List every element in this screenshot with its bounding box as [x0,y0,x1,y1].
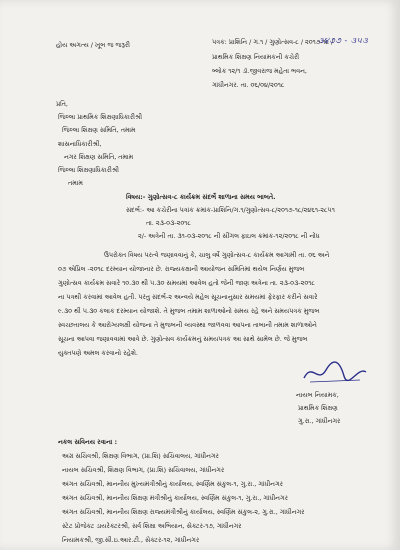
copy-recipient-7: નિયામકશ્રી, જી.સી.ઇ.આર.ટી., સેક્ટર-૧૨, ગાંધીનગર [62,536,200,544]
reference-date: તા. ૨૩-૦૩-૨૦૧૮ [146,219,191,227]
body-line-3: ગુણોત્સવ કાર્યક્રમ સવારે ૧૦.૩૦ થી ૫.૩૦ સમયમાં આવેલ હતો જેની જાણ અત્રેના તા. ૨૩-૦૩-૨૦૧૮ [58,279,315,287]
body-line-2: ૦૭ એપ્રિલ -૨૦૧૮ દરમ્યાન યોજાનાર છે. રાજ્યકક્ષાની આયોજન સમિતિમાં થયેલ નિર્ણય મુજબ [58,265,305,273]
office-name: પ્રાથમિક શિક્ષણ નિયામકની કચેરી [212,53,300,61]
reference-number: પત્રક: પ્રાશિનિ / ગ.૧ / ગુણોત્સવ-૮ / ૨૦૧૭-૧૮ / [212,38,334,46]
signatory-designation: નાયબ નિયામક, [296,391,339,399]
copy-recipient-4: અંગત સચિવશ્રી, માનનીય શિક્ષણ મંત્રીશ્રીનું કાર્યાલય, સ્વર્ણિમ સંકુલ-૧, ગુ.રા., ગાંધીનગર [62,494,288,502]
recipient-1-sub: જિલ્લા શિક્ષણ સમિતિ, તમામ [62,126,136,134]
city-date: ગાંધીનગર. તા. ૦૬/૦૪/૨૦૧૮ [212,81,285,89]
copy-recipient-6: સ્ટેટ પ્રોજેક્ટ ડાયરેક્ટરશ્રી, સર્વ શિક્ષા અભિયાન, સેક્ટર-૧૭, ગાંધીનગર [62,522,242,530]
recipient-3-sub: તમામ [68,179,83,187]
signature-mark [300,358,370,388]
copy-recipient-1: અગ્ર સચિવશ્રી, શિક્ષણ વિભાગ, (પ્રા.શિ) સચિવાલય, ગાંધીનગર [62,452,219,460]
body-line-7: સૂચના આપવા જણાવવામાં આવે છે. ગુણોત્સવ કાર્યક્રમનું સમયપત્રક આ સાથે સામેલ છે. જે મુજબ [58,335,308,343]
to-label: પ્રતિ, [56,100,68,108]
recipient-2: શાસનાધિકારીશ્રી, [58,140,102,148]
body-line-1: ઉપરોક્ત વિષય પરત્વે જણાવવાનું કે, ચાલુ વર્ષે ગુણોત્સવ-૮ કાર્યક્રમ આગામી તા. ૦૬ અને [104,251,330,259]
copy-to-heading: નકલ સવિનય રવાના : [58,438,118,446]
body-line-5: ૯.૩૦ થી ૫.૩૦ કલાક દરમ્યાન યોજાશે. તે મુજબ તમામ શાળાઓનો સમય રહે અને સમયપત્રક મુજબ [58,307,320,315]
recipient-1: જિલ્લા પ્રાથમિક શિક્ષણાધિકારીશ્રી [58,113,143,121]
recipient-2-sub: નગર શિક્ષણ સમિતિ, તમામ [64,153,134,161]
subject-line: વિષય:- ગુણોત્સવ-૮ કાર્યક્રમ સંદર્ભે શાળાના સમય બાબતે. [126,193,276,201]
signatory-place: ગુ.રા., ગાંધીનગર [298,417,341,425]
reference-line: સંદર્ભ:- આ કચેરીના પત્રાંક ક્રમાંક-પ્રાશિનિ/ગ.૧/ગુણોત્સવ-૮/૨૦૧૭-૧૮/૨૪૬૧-૨૮૫૧ [126,206,335,214]
copy-recipient-2: નાયબ સચિવશ્રી, શિક્ષણ વિભાગ, (પ્રા.શિ) સચિવાલય, ગાંધીનગર [62,466,225,474]
body-line-4: ના પત્રથી કરવામાં આવેલ હતી. પરંતુ સંદર્ભ-૨ અન્વયે મહેલ સૂચનાનુસાર સમયમાં ફેરફાર કરીને સવારે [58,293,318,301]
recipient-3: જિલ્લા શિક્ષણાધિકારીશ્રી [58,166,119,174]
body-line-6: સ્વચ્છતાલય કે આરોગ્યલક્ષી યોજના તે મુજબની વ્યવસ્થા જાળવવા આપના તાબાની તમામ શાળાઓને [58,321,317,329]
body-line-8: યુક્તપણે અમલ કરવાનો રહેશે. [58,349,138,357]
signatory-office: પ્રાથમિક શિક્ષણ [298,404,338,412]
reference-handwritten: ૩૪૭૭ - ૩૫૩ [318,36,369,45]
copy-recipient-3: અંગત સચિવશ્રી, માનનીય મુખ્યમંત્રીશ્રીનું કાર્યાલય, સ્વર્ણિમ સંકુલ-૧, ગુ.રા., ગાંધીનગર [62,480,283,488]
copy-recipient-5: અંગત સચિવશ્રી, માનનીય શિક્ષણ રાજ્યમંત્રીશ્રીનું કાર્યાલય, સ્વર્ણિમ સંકુલ-૨, ગુ.રા., ગાંધીનગર [62,508,305,516]
office-address: બ્લોક ૧૨/૧ ડૉ.જીવરાજ મહેતા ભવન, [212,67,307,75]
reference-2: ૨/- અત્રેની તા. ૩૧-૦૩-૨૦૧૮ ની સીંગલ ફાઇલ ક્રમાંક-૧૨/૨૦૧૮ ની નોંધ [138,232,320,240]
priority-note: હોય અગત્ય / ખૂબ જ જરૂરી [56,41,131,49]
